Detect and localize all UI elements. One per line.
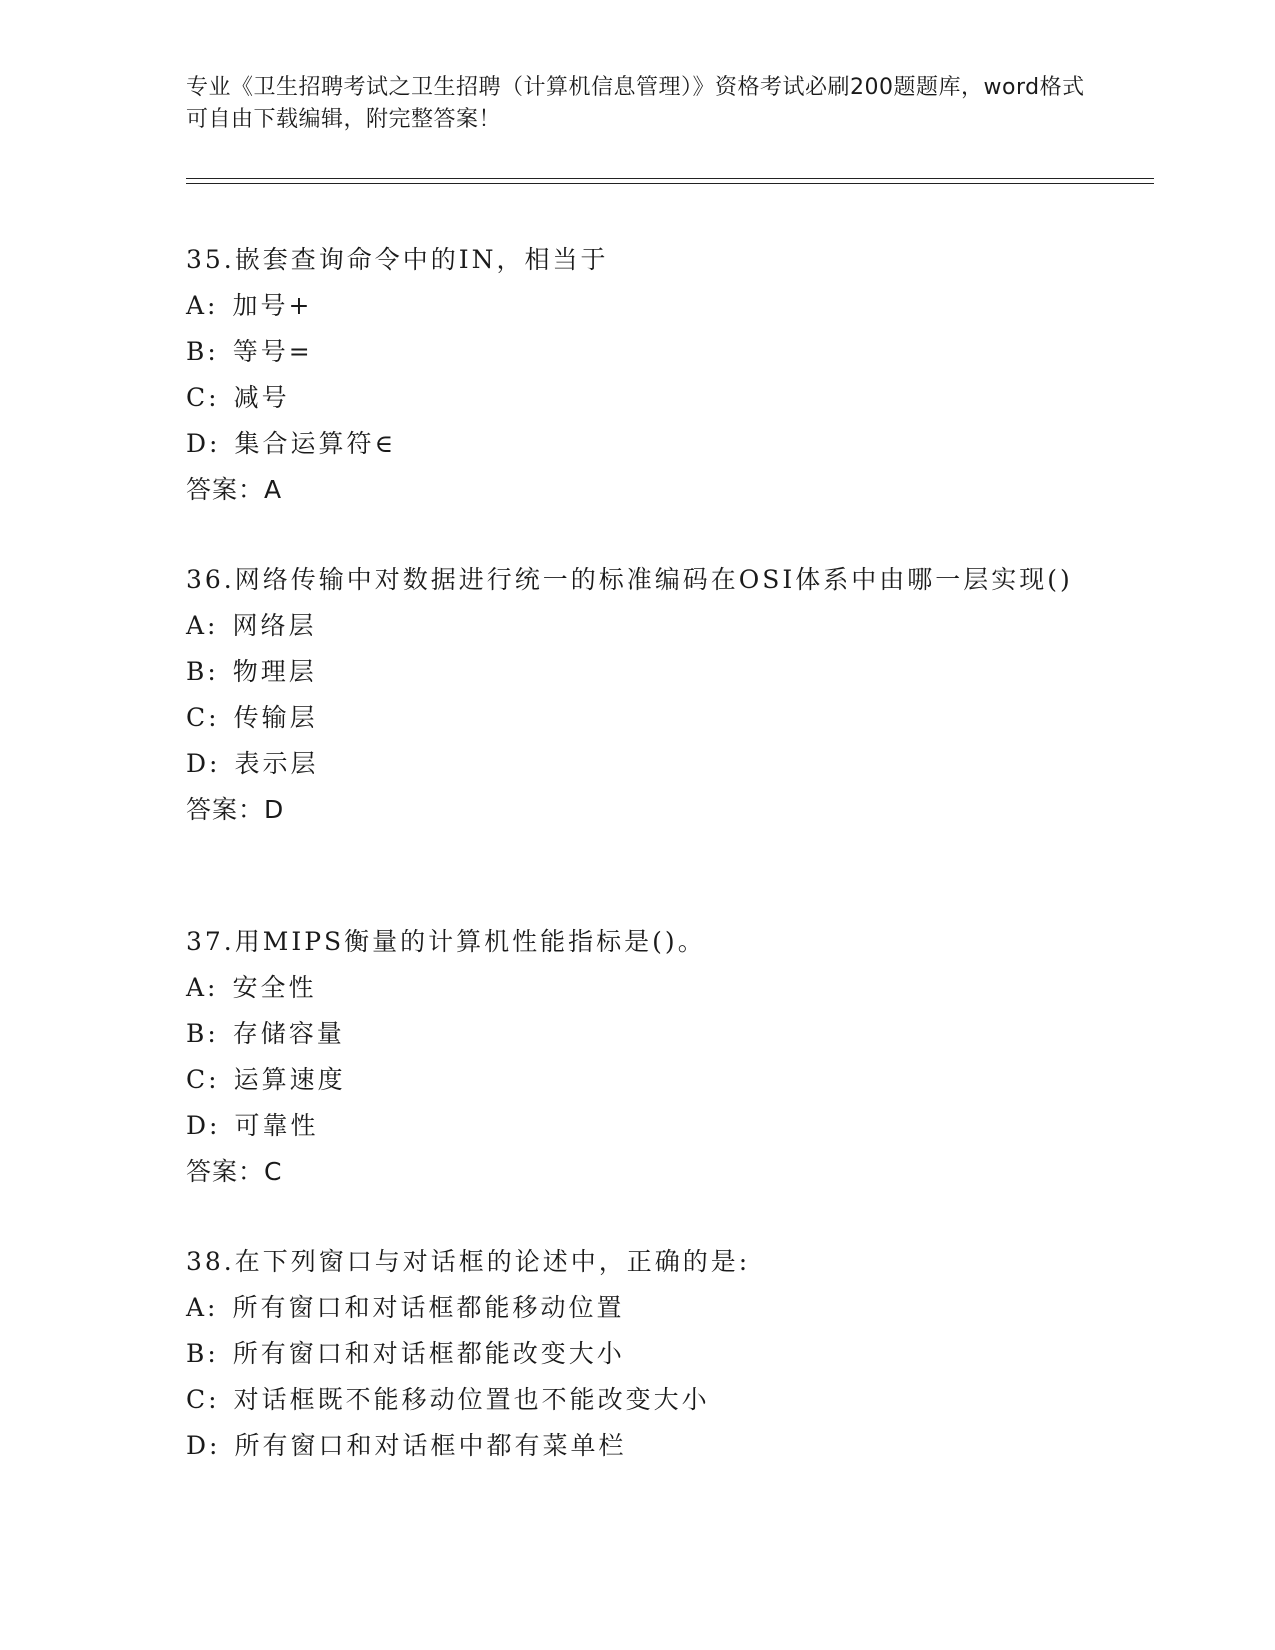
option-text: 集合运算符∈ bbox=[234, 429, 396, 458]
option-letter: A: bbox=[186, 1293, 219, 1322]
option-text: 网络层 bbox=[232, 611, 317, 640]
option-text: 安全性 bbox=[232, 973, 317, 1002]
option-c bbox=[186, 375, 1116, 421]
option-b bbox=[186, 649, 1116, 695]
option-a bbox=[186, 603, 1116, 649]
option-text: 对话框既不能移动位置也不能改变大小 bbox=[233, 1385, 710, 1414]
option-a bbox=[186, 965, 1116, 1011]
option-b bbox=[186, 1331, 1116, 1377]
question-stem: 35.嵌套查询命令中的IN，相当于 bbox=[186, 245, 609, 274]
option-text: 运算速度 bbox=[233, 1065, 346, 1094]
option-letter: D: bbox=[186, 429, 221, 458]
option-letter: D: bbox=[186, 1431, 221, 1460]
option-text: 所有窗口和对话框都能改变大小 bbox=[232, 1339, 625, 1368]
option-d bbox=[186, 421, 1116, 467]
question-38 bbox=[186, 1239, 1116, 1469]
option-letter: C: bbox=[186, 383, 220, 412]
option-d bbox=[186, 741, 1116, 787]
option-a bbox=[186, 283, 1116, 329]
option-text: 所有窗口和对话框都能移动位置 bbox=[232, 1293, 625, 1322]
question-36 bbox=[186, 557, 1116, 833]
question-stem: 37.用MIPS衡量的计算机性能指标是()。 bbox=[186, 927, 706, 956]
option-text: 物理层 bbox=[232, 657, 317, 686]
option-letter: A: bbox=[186, 611, 219, 640]
option-d bbox=[186, 1423, 1116, 1469]
question-37 bbox=[186, 919, 1116, 1195]
option-d bbox=[186, 1103, 1116, 1149]
option-b bbox=[186, 329, 1116, 375]
option-a bbox=[186, 1285, 1116, 1331]
header-divider-top bbox=[186, 178, 1154, 179]
option-text: 表示层 bbox=[234, 749, 319, 778]
option-letter: D: bbox=[186, 749, 221, 778]
option-letter: C: bbox=[186, 1065, 220, 1094]
option-letter: B: bbox=[186, 337, 219, 366]
option-letter: B: bbox=[186, 1019, 219, 1048]
option-text: 可靠性 bbox=[234, 1111, 319, 1140]
option-text: 传输层 bbox=[233, 703, 318, 732]
option-text: 加号+ bbox=[232, 291, 313, 320]
option-letter: B: bbox=[186, 1339, 219, 1368]
option-letter: C: bbox=[186, 1385, 220, 1414]
option-text: 所有窗口和对话框中都有菜单栏 bbox=[234, 1431, 627, 1460]
option-b bbox=[186, 1011, 1116, 1057]
answer-line: 答案：D bbox=[186, 795, 285, 824]
option-text: 减号 bbox=[233, 383, 290, 412]
option-c bbox=[186, 695, 1116, 741]
option-text: 存储容量 bbox=[232, 1019, 345, 1048]
option-c bbox=[186, 1377, 1116, 1423]
option-letter: A: bbox=[186, 291, 219, 320]
question-stem: 38.在下列窗口与对话框的论述中，正确的是: bbox=[186, 1247, 751, 1276]
option-letter: B: bbox=[186, 657, 219, 686]
question-stem: 36.网络传输中对数据进行统一的标准编码在OSI体系中由哪一层实现() bbox=[186, 565, 1073, 594]
question-35 bbox=[186, 237, 1116, 513]
header-divider-bottom bbox=[186, 183, 1154, 184]
option-letter: A: bbox=[186, 973, 219, 1002]
option-c bbox=[186, 1057, 1116, 1103]
option-letter: C: bbox=[186, 703, 220, 732]
answer-line: 答案：A bbox=[186, 475, 283, 504]
option-text: 等号= bbox=[232, 337, 313, 366]
answer-line: 答案：C bbox=[186, 1157, 283, 1186]
document-header: 专业《卫生招聘考试之卫生招聘（计算机信息管理）》资格考试必刷200题题库，word格式可自由下载编辑，附完整答案！ bbox=[186, 75, 1085, 132]
option-letter: D: bbox=[186, 1111, 221, 1140]
